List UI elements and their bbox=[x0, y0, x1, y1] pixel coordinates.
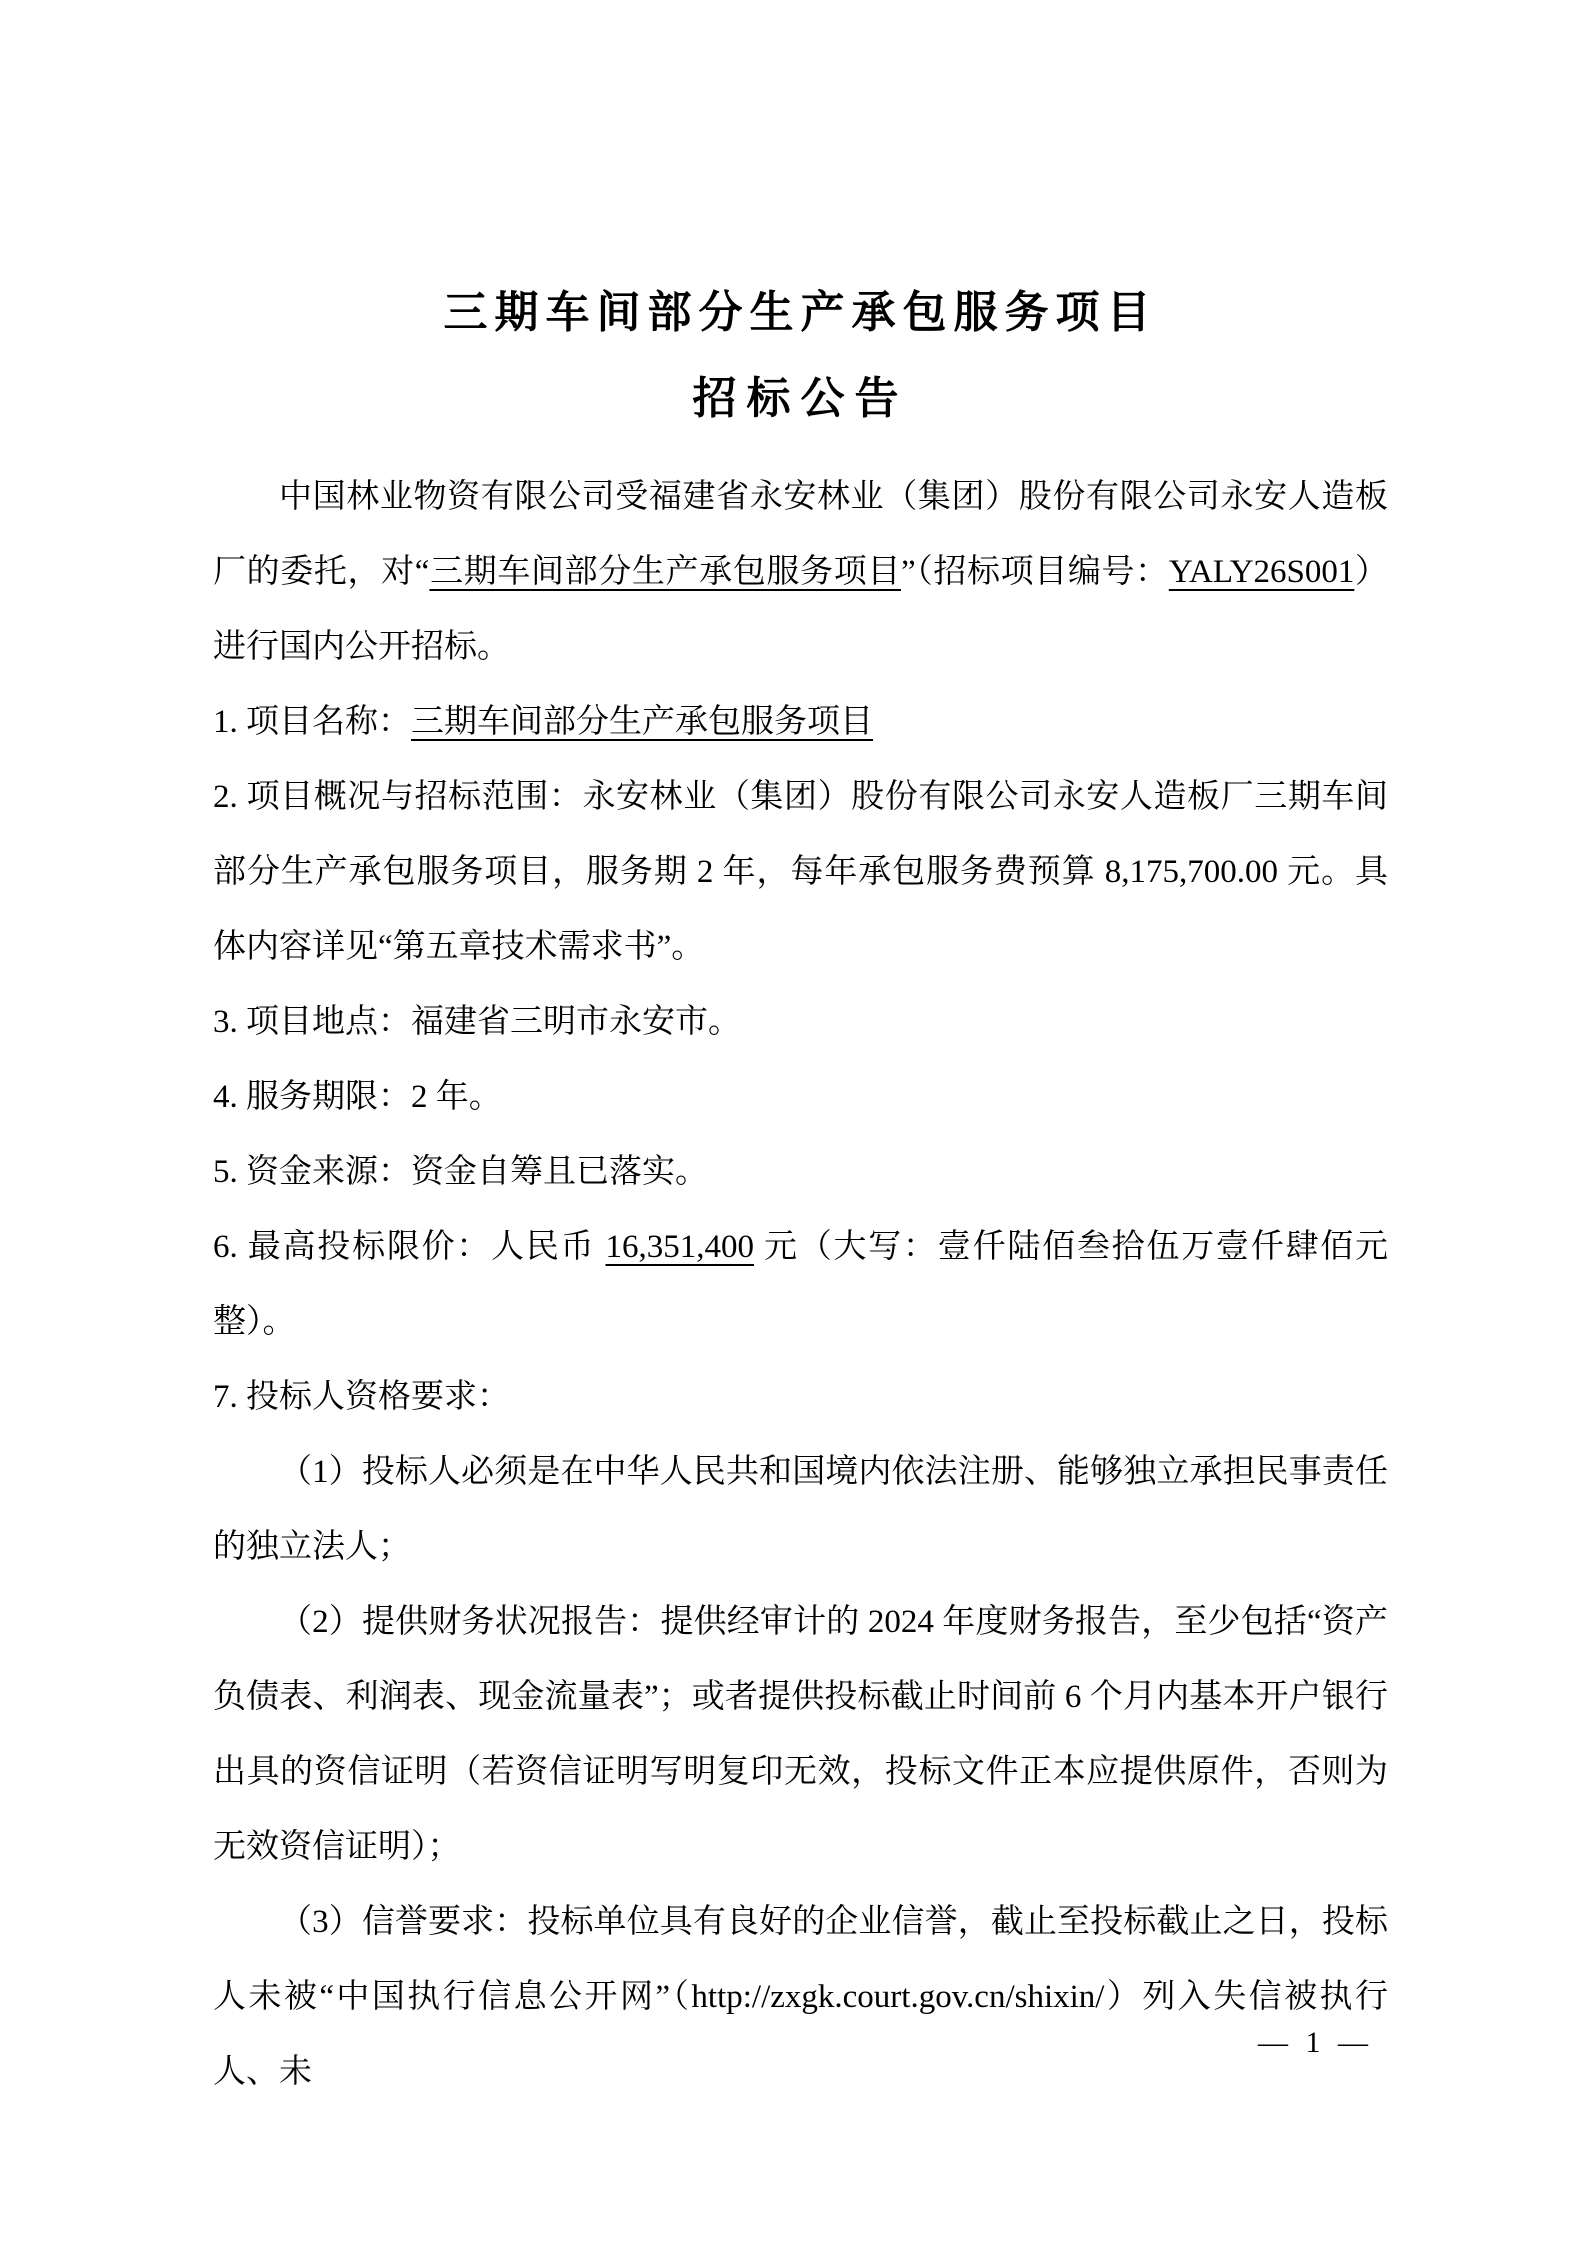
underlined-text: YALY26S001 bbox=[1168, 554, 1355, 590]
text-run: 4. 服务期限：2 年。 bbox=[213, 1079, 502, 1115]
item-7-3-credit-requirement bbox=[213, 1885, 1388, 2110]
item-7-1-legal-entity bbox=[213, 1435, 1388, 1585]
underlined-text: 三期车间部分生产承包服务项目 bbox=[429, 554, 901, 590]
item-7-bidder-qualifications bbox=[213, 1360, 1388, 1435]
item-2-project-scope bbox=[213, 760, 1388, 985]
text-run: 2. 项目概况与招标范围：永安林业（集团）股份有限公司永安人造板厂三期车间部分生产承包服务项目，服务期 2 年，每年承包服务费预算 8,175,700.00 元。具体内容详见“第五章技术需求书”。 bbox=[213, 779, 1388, 965]
text-run: （2）提供财务状况报告：提供经审计的 2024 年度财务报告，至少包括“资产负债表、利润表、现金流量表”；或者提供投标截止时间前 6 个月内基本开户银行出具的资信证明（若资信证明写明复印无效，投标文件正本应提供原件，否则为无效资信证明）； bbox=[213, 1604, 1388, 1865]
page-number: — 1 — bbox=[1258, 2026, 1373, 2059]
document-body bbox=[213, 460, 1388, 2110]
text-run: 1. 项目名称： bbox=[213, 704, 411, 740]
text-run: 中国林业物资有限公司受福建省永安林业（集团）股份有限公司永安人造板厂的委托，对“ bbox=[213, 479, 1388, 590]
item-7-2-financial-report bbox=[213, 1585, 1388, 1885]
text-run: （1）投标人必须是在中华人民共和国境内依法注册、能够独立承担民事责任的独立法人； bbox=[213, 1454, 1388, 1565]
text-run: ）进行国内公开招标。 bbox=[213, 554, 1389, 665]
item-1-project-name bbox=[213, 685, 1388, 760]
item-3-location bbox=[213, 985, 1388, 1060]
text-run: （3）信誉要求：投标单位具有良好的企业信誉，截止至投标截止之日，投标人未被“中国执行信息公开网”（http://zxgk.court.gov.cn/shixin/）列入失信被执行人、未 bbox=[213, 1904, 1388, 2090]
underlined-text: 三期车间部分生产承包服务项目 bbox=[411, 704, 873, 740]
item-5-funding-source bbox=[213, 1135, 1388, 1210]
text-run: 3. 项目地点：福建省三明市永安市。 bbox=[213, 1004, 741, 1040]
underlined-text: 16,351,400 bbox=[605, 1229, 754, 1265]
text-run: 元（大写：壹仟陆佰叁拾伍万壹仟肆佰元整）。 bbox=[213, 1229, 1389, 1340]
document-subtitle: 招标公告 bbox=[692, 374, 909, 423]
text-run: 6. 最高投标限价：人民币 bbox=[213, 1229, 606, 1265]
text-run: 5. 资金来源：资金自筹且已落实。 bbox=[213, 1154, 708, 1190]
item-4-service-term bbox=[213, 1060, 1388, 1135]
intro-paragraph bbox=[213, 460, 1388, 685]
text-run: ”（招标项目编号： bbox=[900, 554, 1169, 590]
text-run: 7. 投标人资格要求： bbox=[213, 1379, 510, 1415]
document-title: 三期车间部分生产承包服务项目 bbox=[443, 288, 1158, 337]
item-6-max-bid-price bbox=[213, 1210, 1388, 1360]
